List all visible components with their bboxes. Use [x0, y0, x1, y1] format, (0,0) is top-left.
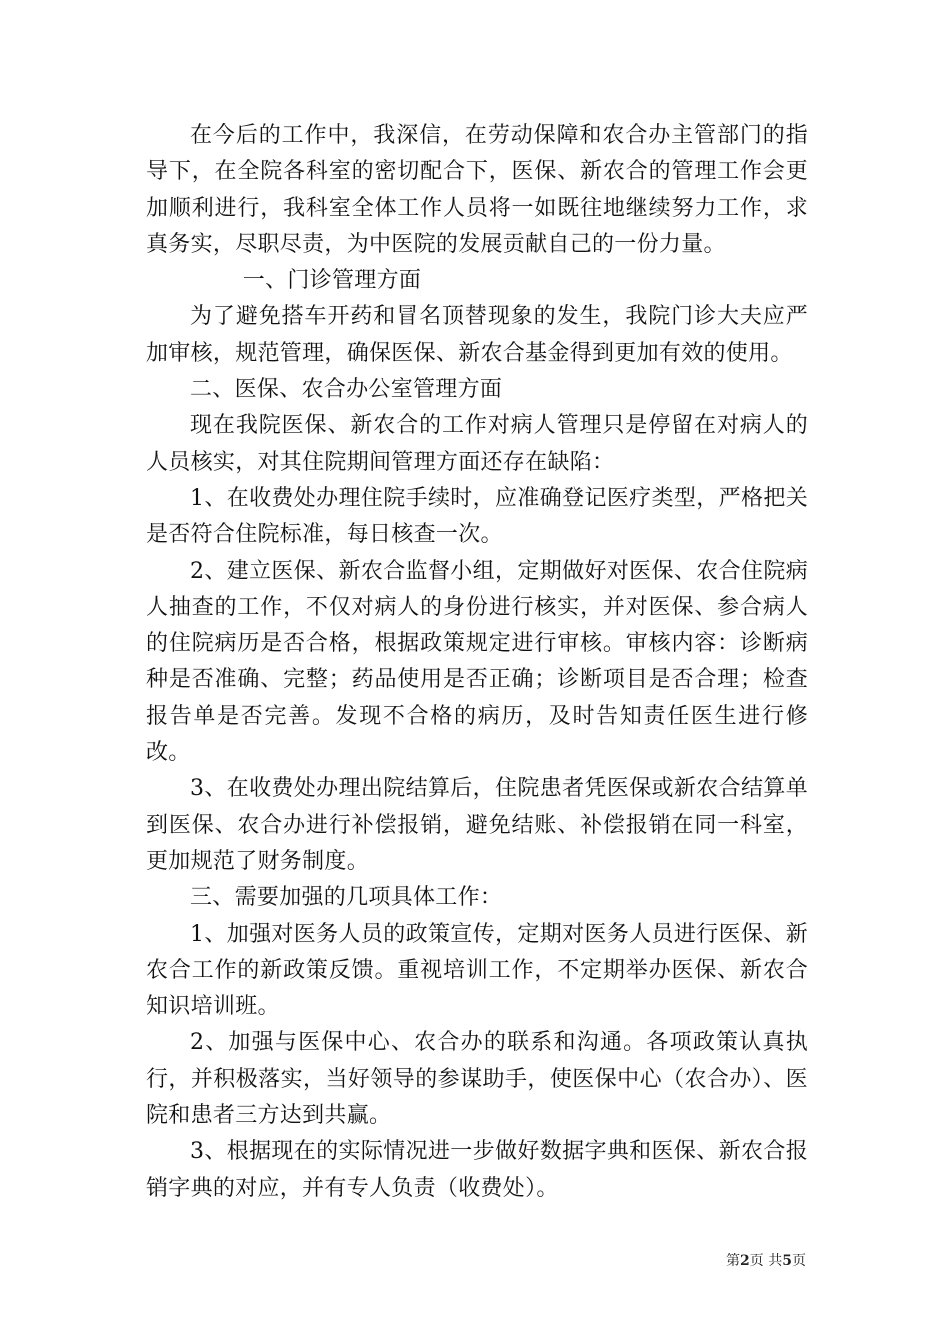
footer-total-pages: 5	[782, 1253, 792, 1269]
list-item-office-3: 3、在收费处办理出院结算后，住院患者凭医保或新农合结算单到医保、农合办进行补偿报销，避免结账、补偿报销在同一科室，更加规范了财务制度。	[146, 776, 808, 874]
paragraph-outpatient: 为了避免搭车开药和冒名顶替现象的发生，我院门诊大夫应严加审核，规范管理，确保医保、新农合基金得到更加有效的使用。	[146, 304, 808, 366]
list-item-task-2: 2、加强与医保中心、农合办的联系和沟通。各项政策认真执行，并积极落实，当好领导的参谋助手，使医保中心（农合办）、医院和患者三方达到共赢。	[146, 1030, 808, 1129]
footer-prefix: 第	[726, 1253, 741, 1269]
section-heading-outpatient: 一、门诊管理方面	[242, 268, 422, 294]
list-item-task-3: 3、根据现在的实际情况进一步做好数据字典和医保、新农合报销字典的对应，并有专人负责（收费处）。	[146, 1139, 808, 1201]
page-number-footer	[726, 1250, 806, 1270]
footer-middle: 页 共	[749, 1253, 783, 1269]
section-heading-tasks: 三、需要加强的几项具体工作：	[190, 885, 503, 911]
section-heading-office: 二、医保、农合办公室管理方面	[190, 377, 503, 403]
footer-current-page: 2	[740, 1253, 750, 1269]
document-body	[146, 118, 808, 1207]
paragraph-conclusion: 在今后的工作中，我深信，在劳动保障和农合办主管部门的指导下，在全院各科室的密切配合下，医保、新农合的管理工作会更加顺利进行，我科室全体工作人员将一如既往地继续努力工作，求真务实，尽职尽责，为中医院的发展贡献自己的一份力量。	[146, 123, 808, 257]
paragraph-office-intro: 现在我院医保、新农合的工作对病人管理只是停留在对病人的人员核实，对其住院期间管理方面还存在缺陷：	[146, 413, 808, 475]
list-item-office-1: 1、在收费处办理住院手续时，应准确登记医疗类型，严格把关是否符合住院标准，每日核查一次。	[146, 485, 808, 548]
list-item-office-2: 2、建立医保、新农合监督小组，定期做好对医保、农合住院病人抽查的工作，不仅对病人的身份进行核实，并对医保、参合病人的住院病历是否合格，根据政策规定进行审核。审核内容：诊断病种是否准确、完整；药品使用是否正确；诊断项目是否合理；检查报告单是否完善。发现不合格的病历，及时告知责任医生进行修改。	[146, 558, 808, 766]
list-item-task-1: 1、加强对医务人员的政策宣传，定期对医务人员进行医保、新农合工作的新政策反馈。重视培训工作，不定期举办医保、新农合知识培训班。	[146, 921, 808, 1020]
footer-suffix: 页	[792, 1253, 806, 1269]
